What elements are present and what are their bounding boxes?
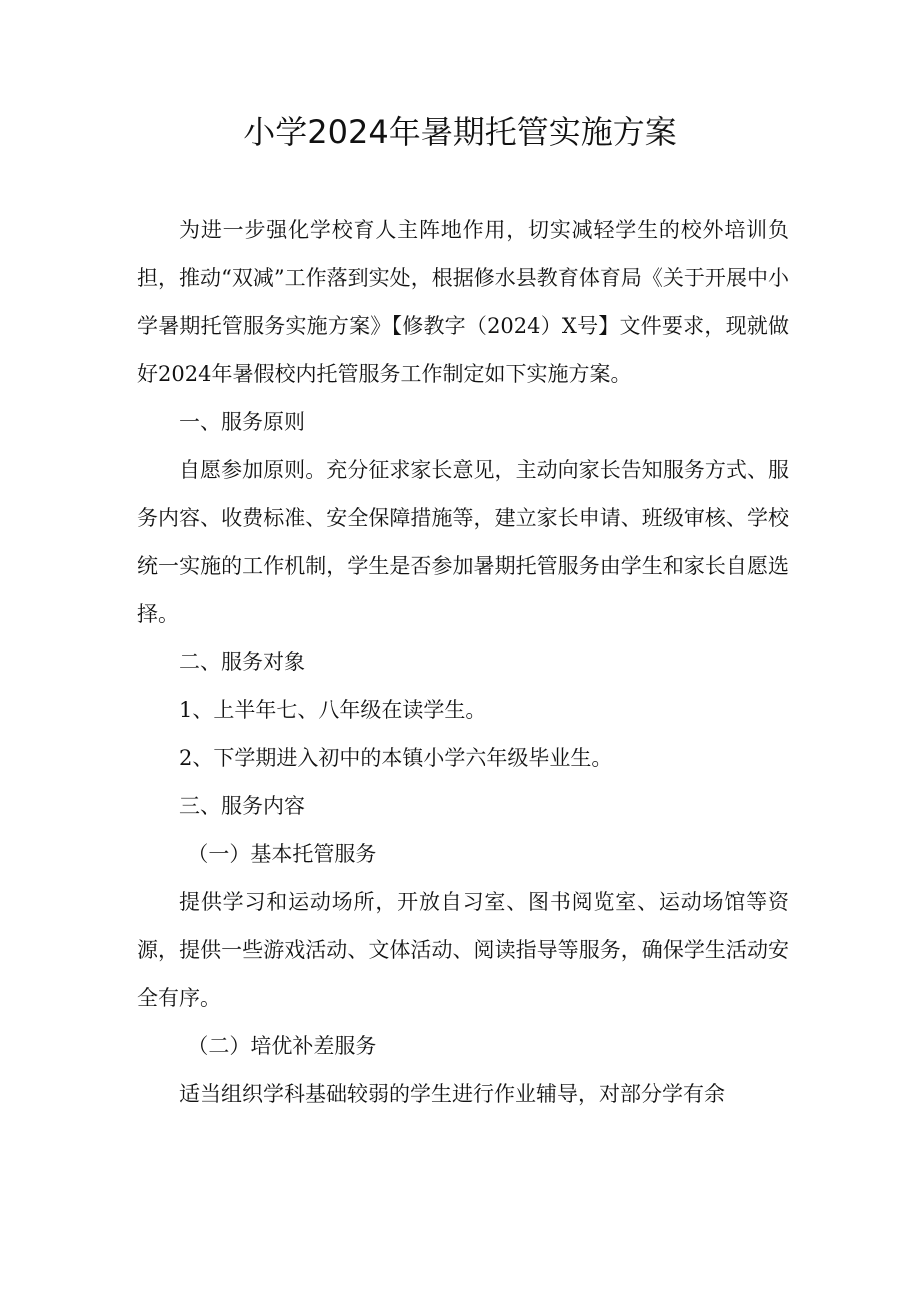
paragraph-intro: 为进一步强化学校育人主阵地作用，切实减轻学生的校外培训负担，推动“双减”工作落到实处，根据修水县教育体育局《关于开展中小学暑期托管服务实施方案》【修教字（2024）X号】文件要求，现就做好2024年暑假校内托管服务工作制定如下实施方案。 — [137, 218, 789, 386]
subheading-basic-care: （一）基本托管服务 — [187, 842, 377, 866]
paragraph-voluntary-principle: 自愿参加原则。充分征求家长意见，主动向家长告知服务方式、服务内容、收费标准、安全保障措施等，建立家长申请、班级审核、学校统一实施的工作机制，学生是否参加暑期托管服务由学生和家长自愿选择。 — [137, 458, 789, 626]
heading-service-target: 二、服务对象 — [179, 650, 305, 674]
document-title: 小学2024年暑期托管实施方案 — [243, 113, 677, 151]
document-body — [137, 206, 789, 1118]
heading-service-principle: 一、服务原则 — [179, 410, 305, 434]
list-item-target-2: 2、下学期进入初中的本镇小学六年级毕业生。 — [179, 746, 613, 770]
paragraph-basic-care: 提供学习和运动场所，开放自习室、图书阅览室、运动场馆等资源，提供一些游戏活动、文体活动、阅读指导等服务，确保学生活动安全有序。 — [137, 890, 789, 1010]
list-item-target-1: 1、上半年七、八年级在读学生。 — [179, 698, 487, 722]
paragraph-tutoring: 适当组织学科基础较弱的学生进行作业辅导，对部分学有余 — [179, 1082, 725, 1106]
heading-service-content: 三、服务内容 — [179, 794, 305, 818]
subheading-tutoring: （二）培优补差服务 — [187, 1034, 377, 1058]
